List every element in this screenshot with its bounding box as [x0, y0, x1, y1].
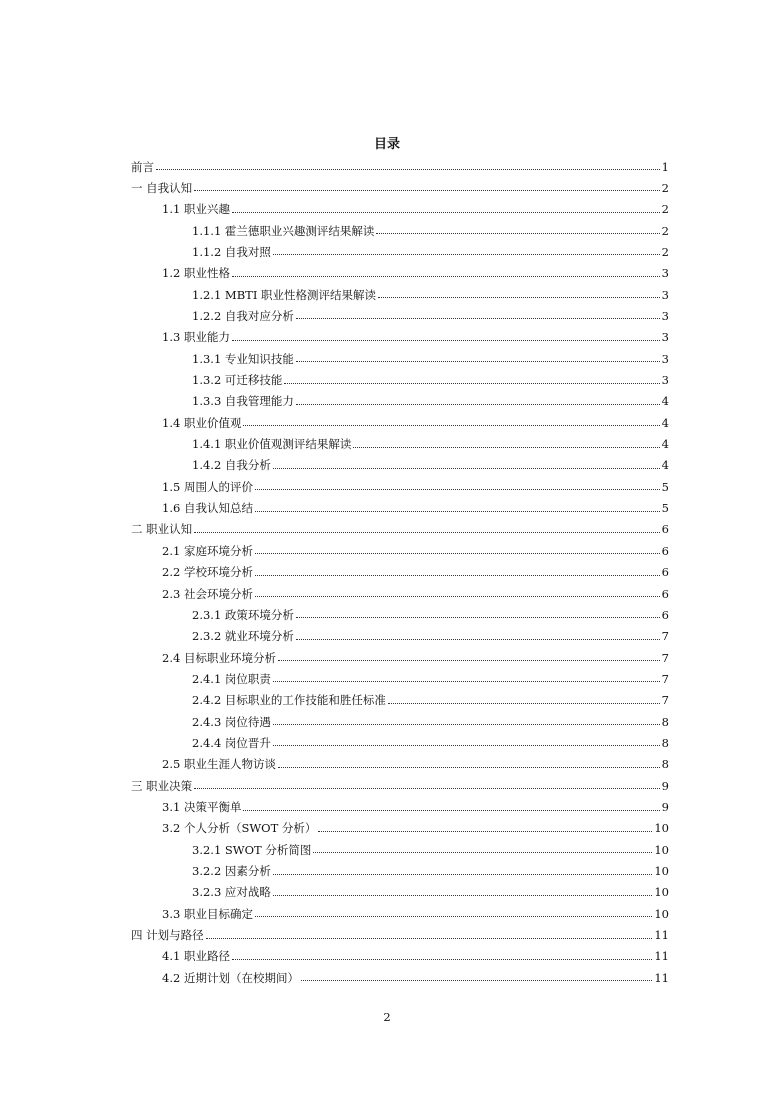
toc-entry-label: 1.4.1 职业价值观测评结果解读: [192, 437, 352, 452]
toc-entry-page: 4: [661, 415, 669, 430]
toc-entry-page: 1: [661, 159, 669, 174]
toc-entry-page: 10: [654, 864, 669, 879]
toc-entry[interactable]: [192, 370, 669, 391]
toc-entry-page: 10: [654, 906, 669, 921]
toc-entry[interactable]: [192, 732, 669, 753]
toc-entry[interactable]: [162, 412, 669, 433]
toc-entry-page: 3: [661, 266, 669, 281]
toc-entry-label: 1.5 周围人的评价: [162, 479, 253, 494]
toc-entry-label: 1.6 自我认知总结: [162, 501, 253, 516]
toc-entry[interactable]: [162, 754, 669, 775]
dot-leader: [206, 937, 653, 939]
toc-entry-label: 3.2.3 应对战略: [192, 885, 271, 900]
toc-entry-label: 二 职业认知: [131, 522, 193, 537]
toc-entry-label: 4.1 职业路径: [162, 949, 230, 964]
dot-leader: [232, 275, 660, 277]
dot-leader: [278, 766, 660, 768]
toc-entry[interactable]: [162, 583, 669, 604]
toc-entry[interactable]: [192, 711, 669, 732]
toc-entry-label: 2.2 学校环境分析: [162, 565, 253, 580]
toc-entry[interactable]: [192, 348, 669, 369]
toc-entry-page: 3: [661, 287, 669, 302]
toc-entry[interactable]: [192, 284, 669, 305]
toc-entry-label: 1.1.1 霍兰德职业兴趣测评结果解读: [192, 223, 375, 238]
toc-entry-page: 10: [654, 821, 669, 836]
dot-leader: [353, 446, 659, 448]
toc-entry[interactable]: [192, 604, 669, 625]
toc-entry-page: 4: [661, 394, 669, 409]
toc-entry-label: 前言: [131, 159, 154, 174]
toc-entry-page: 7: [661, 671, 669, 686]
toc-entry-page: 10: [654, 842, 669, 857]
toc-entry-page: 7: [661, 650, 669, 665]
toc-entry[interactable]: [131, 156, 669, 177]
toc-entry-page: 6: [661, 543, 669, 558]
toc-entry[interactable]: [192, 305, 669, 326]
toc-entry-page: 4: [661, 458, 669, 473]
toc-entry-label: 2.4 目标职业环境分析: [162, 650, 276, 665]
toc-entry-label: 1.3.1 专业知识技能: [192, 351, 294, 366]
dot-leader: [194, 787, 660, 789]
toc-entry-page: 8: [661, 757, 669, 772]
toc-entry-label: 1.2 职业性格: [162, 266, 230, 281]
toc-entry-label: 1.4 职业价值观: [162, 415, 242, 430]
toc-entry-label: 1.2.1 MBTI 职业性格测评结果解读: [192, 287, 377, 302]
dot-leader: [232, 211, 660, 213]
toc-entry[interactable]: [162, 562, 669, 583]
toc-entry[interactable]: [131, 925, 669, 946]
toc-entry[interactable]: [131, 519, 669, 540]
dot-leader: [318, 830, 652, 832]
toc-entry-label: 四 计划与路径: [131, 928, 204, 943]
toc-entry[interactable]: [192, 626, 669, 647]
toc-entry-label: 1.1.2 自我对照: [192, 244, 271, 259]
toc-entry[interactable]: [162, 327, 669, 348]
dot-leader: [255, 595, 660, 597]
toc-entry-page: 7: [661, 693, 669, 708]
toc-entry-page: 6: [661, 586, 669, 601]
toc-entry[interactable]: [192, 882, 669, 903]
dot-leader: [232, 958, 652, 960]
toc-entry-page: 6: [661, 522, 669, 537]
toc-entry-page: 3: [661, 373, 669, 387]
toc-entry-page: 3: [661, 351, 669, 366]
toc-entry-label: 1.3.2 可迁移技能: [192, 373, 283, 387]
toc-entry-page: 5: [661, 479, 669, 494]
dot-leader: [255, 552, 660, 554]
toc-entry[interactable]: [192, 220, 669, 241]
toc-entry[interactable]: [192, 391, 669, 412]
toc-entry[interactable]: [192, 861, 669, 882]
toc-entry[interactable]: [162, 540, 669, 561]
dot-leader: [296, 403, 660, 405]
toc-entry[interactable]: [192, 668, 669, 689]
dot-leader: [301, 979, 652, 981]
dot-leader: [194, 189, 660, 191]
dot-leader: [388, 702, 660, 704]
dot-leader: [255, 510, 660, 512]
toc-entry[interactable]: [131, 775, 669, 796]
toc-entry-page: 3: [661, 308, 669, 323]
toc-entry-label: 4.2 近期计划（在校期间）: [162, 970, 299, 985]
dot-leader: [273, 744, 660, 746]
toc-entry-label: 2.4.1 岗位职责: [192, 671, 271, 686]
toc-entry-label: 2.4.3 岗位待遇: [192, 714, 271, 729]
dot-leader: [255, 574, 660, 576]
toc-entry[interactable]: [162, 263, 669, 284]
dot-leader: [156, 168, 660, 170]
toc-entry-page: 4: [661, 437, 669, 452]
toc-entry-page: 9: [661, 778, 669, 793]
toc-entry[interactable]: [162, 903, 669, 924]
toc-entry-label: 3.2.1 SWOT 分析简图: [192, 842, 312, 857]
dot-leader: [255, 915, 652, 917]
toc-entry-label: 1.3 职业能力: [162, 330, 230, 345]
toc-entry[interactable]: [192, 455, 669, 476]
toc-entry-page: 8: [661, 735, 669, 750]
toc-entry-label: 三 职业决策: [131, 778, 193, 793]
toc-entry-label: 2.4.4 岗位晋升: [192, 735, 271, 750]
toc-title: 目录: [373, 137, 400, 152]
toc-entry-label: 1.1 职业兴趣: [162, 202, 230, 217]
toc-entry-page: 7: [661, 629, 669, 644]
dot-leader: [273, 894, 652, 896]
toc-entry-page: 8: [661, 714, 669, 729]
toc-entry-page: 2: [661, 223, 669, 238]
toc-entry-page: 10: [654, 885, 669, 900]
toc-entry[interactable]: [162, 967, 669, 988]
toc-entry-page: 6: [661, 565, 669, 580]
toc-entry-label: 2.4.2 目标职业的工作技能和胜任标准: [192, 693, 386, 708]
toc-entry[interactable]: [192, 690, 669, 711]
toc-entry[interactable]: [162, 498, 669, 519]
toc-entry-label: 2.1 家庭环境分析: [162, 543, 253, 558]
toc-entry-page: 9: [661, 800, 669, 814]
toc-entry[interactable]: [192, 434, 669, 455]
dot-leader: [194, 531, 660, 533]
toc-entry[interactable]: [162, 647, 669, 668]
toc-entry[interactable]: [131, 177, 669, 198]
toc-entry-label: 2.5 职业生涯人物访谈: [162, 757, 276, 772]
toc-entry-page: 2: [661, 180, 669, 195]
toc-entry-label: 2.3 社会环境分析: [162, 586, 253, 601]
dot-leader: [376, 232, 659, 234]
toc-entry[interactable]: [162, 476, 669, 497]
dot-leader: [313, 851, 652, 853]
toc-entry-label: 3.2.2 因素分析: [192, 864, 271, 879]
toc-entry-label: 1.4.2 自我分析: [192, 458, 271, 473]
dot-leader: [273, 467, 660, 469]
dot-leader: [296, 616, 660, 618]
toc-entry-page: 11: [654, 928, 669, 943]
toc-entry[interactable]: [192, 241, 669, 262]
toc-entry-page: 2: [661, 244, 669, 259]
toc-entry-page: 6: [661, 607, 669, 622]
dot-leader: [296, 360, 660, 362]
dot-leader: [255, 488, 660, 490]
toc-entry[interactable]: [192, 839, 669, 860]
toc-entry-page: 5: [661, 501, 669, 516]
toc-entry-label: 1.3.3 自我管理能力: [192, 394, 294, 409]
toc-entry[interactable]: [162, 818, 669, 839]
dot-leader: [278, 659, 660, 661]
toc-entry-label: 2.3.2 就业环境分析: [192, 629, 294, 644]
toc-entry-label: 3.2 个人分析（SWOT 分析）: [162, 821, 317, 836]
dot-leader: [378, 296, 660, 298]
dot-leader: [296, 317, 660, 319]
page-number: 2: [383, 1010, 391, 1024]
dot-leader: [232, 339, 660, 341]
toc-entry-label: 1.2.2 自我对应分析: [192, 308, 294, 323]
dot-leader: [243, 424, 659, 426]
toc-entry[interactable]: [162, 199, 669, 220]
toc-entry-label: 一 自我认知: [131, 180, 193, 195]
toc-entry-page: 11: [654, 949, 669, 964]
dot-leader: [273, 873, 652, 875]
toc-entry[interactable]: [162, 946, 669, 967]
dot-leader: [273, 680, 660, 682]
toc-entry-label: 2.3.1 政策环境分析: [192, 607, 294, 622]
dot-leader: [243, 809, 659, 811]
dot-leader: [273, 723, 660, 725]
dot-leader: [273, 253, 660, 255]
toc-entry[interactable]: [162, 797, 669, 818]
toc-entry-page: 11: [654, 970, 669, 985]
toc-entry-page: 2: [661, 202, 669, 217]
dot-leader: [296, 638, 660, 640]
toc-entry-label: 3.3 职业目标确定: [162, 906, 253, 921]
toc-entry-label: 3.1 决策平衡单: [162, 800, 242, 814]
dot-leader: [284, 382, 659, 384]
toc-entry-page: 3: [661, 330, 669, 345]
